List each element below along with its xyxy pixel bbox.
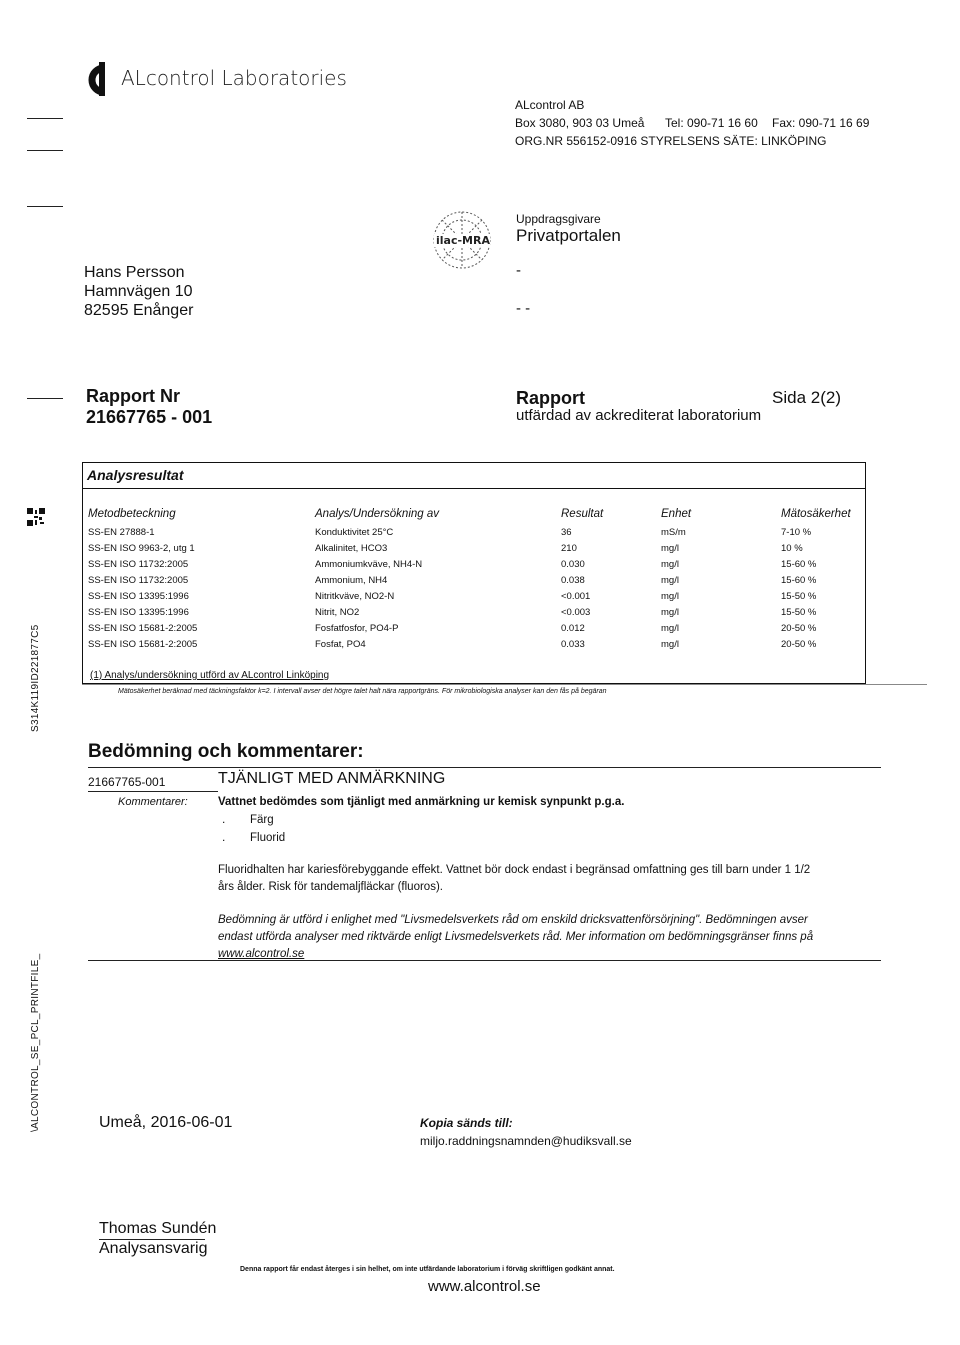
recipient-city: 82595 Enånger xyxy=(84,302,194,319)
svg-text:ilac-MRA: ilac-MRA xyxy=(436,234,490,247)
printfile-code: \ALCONTROL_SE_PCL_PRINTFILE_ xyxy=(30,953,41,1132)
lab-tel: Tel: 090-71 16 60 xyxy=(665,116,758,130)
cell-uncertainty: 7-10 % xyxy=(781,527,812,538)
assessment-note-line2: endast utförda analyser med riktvärde enligt Livsmedelsverkets råd. Mer information om bedömningsgränser finns på xyxy=(218,931,814,943)
cell-result: <0.003 xyxy=(561,607,591,618)
footer-disclaimer: Denna rapport får endast återges i sin helhet, om inte utfärdande laboratorium i förväg skriftligen godkänt annat. xyxy=(240,1266,615,1273)
assessment-subrule xyxy=(88,791,218,792)
cell-analysis: Nitrit, NO2 xyxy=(315,607,360,618)
lab-name: ALcontrol Laboratories xyxy=(121,66,347,90)
assessment-note-line1: Bedömning är utförd i enlighet med "Livsmedelsverkets råd om enskild dricksvattenförsörjning". Bedömningen avser xyxy=(218,914,808,926)
analysis-footnote-lab: (1) Analys/undersökning utförd av ALcontrol Linköping xyxy=(90,670,330,681)
analysis-section-header xyxy=(83,463,865,489)
report-page: Sida 2(2) xyxy=(772,388,841,407)
cell-unit: mg/l xyxy=(661,575,679,586)
cell-result: 0.012 xyxy=(561,623,585,634)
column-header-uncertainty: Mätosäkerhet xyxy=(781,508,851,520)
report-title: Rapport xyxy=(516,388,585,408)
copy-email[interactable]: miljo.raddningsnamnden@hudiksvall.se xyxy=(420,1134,632,1148)
cell-uncertainty: 15-50 % xyxy=(781,607,817,618)
cell-analysis: Nitritkväve, NO2-N xyxy=(315,591,395,602)
lab-address: Box 3080, 903 03 Umeå xyxy=(515,116,645,130)
cell-method: SS-EN ISO 9963-2, utg 1 xyxy=(88,543,195,554)
assessment-note-link[interactable]: www.alcontrol.se xyxy=(218,948,305,960)
cell-unit: mg/l xyxy=(661,543,679,554)
bullet-item: Fluorid xyxy=(250,832,286,844)
fold-mark-4 xyxy=(27,398,63,399)
signer-name: Thomas Sundén xyxy=(99,1220,217,1237)
lab-company: ALcontrol AB xyxy=(515,98,585,112)
cell-result: 0.038 xyxy=(561,575,585,586)
recipient-name: Hans Persson xyxy=(84,264,185,281)
lab-fax: Fax: 090-71 16 69 xyxy=(772,116,870,130)
cell-method: SS-EN 27888-1 xyxy=(88,527,155,538)
bullet-marker: . xyxy=(222,812,226,826)
cell-unit: mg/l xyxy=(661,639,679,650)
cell-uncertainty: 15-60 % xyxy=(781,575,817,586)
footnote-rule xyxy=(82,684,927,685)
cell-analysis: Alkalinitet, HCO3 xyxy=(315,543,388,554)
client-dash-1: - xyxy=(516,262,521,279)
cell-uncertainty: 10 % xyxy=(781,543,803,554)
cell-analysis: Fosfatfosfor, PO4-P xyxy=(315,623,399,634)
cell-unit: mS/m xyxy=(661,527,686,538)
fluoride-text-line2: års ålder. Risk för tandemaljfläckar (fluoros). xyxy=(218,881,443,893)
fold-mark-3 xyxy=(27,206,63,207)
place-date: Umeå, 2016-06-01 xyxy=(99,1114,233,1131)
cell-result: 210 xyxy=(561,543,577,554)
cell-result: 36 xyxy=(561,527,572,538)
copy-label: Kopia sänds till: xyxy=(420,1116,513,1130)
uppdragsgivare-label: Uppdragsgivare xyxy=(516,212,601,226)
column-header-method: Metodbeteckning xyxy=(88,508,176,520)
cell-method: SS-EN ISO 15681-2:2005 xyxy=(88,639,198,650)
cell-result: <0.001 xyxy=(561,591,591,602)
cell-unit: mg/l xyxy=(661,591,679,602)
qr-code-icon xyxy=(27,508,45,526)
cell-result: 0.033 xyxy=(561,639,585,650)
column-header-result: Resultat xyxy=(561,508,604,520)
column-header-analysis: Analys/Undersökning av xyxy=(315,508,440,520)
cell-method: SS-EN ISO 11732:2005 xyxy=(88,575,189,586)
alcontrol-logo-icon xyxy=(82,58,112,102)
accreditation-seal-icon xyxy=(422,208,502,272)
comment-main: Vattnet bedömdes som tjänligt med anmärkning ur kemisk synpunkt p.g.a. xyxy=(218,796,625,808)
cell-method: SS-EN ISO 13395:1996 xyxy=(88,591,189,602)
footer-website[interactable]: www.alcontrol.se xyxy=(428,1278,541,1295)
cell-unit: mg/l xyxy=(661,607,679,618)
cell-method: SS-EN ISO 15681-2:2005 xyxy=(88,623,198,634)
cell-uncertainty: 20-50 % xyxy=(781,623,817,634)
recipient-street: Hamnvägen 10 xyxy=(84,283,193,300)
bullet-marker: . xyxy=(222,830,226,844)
report-nr-label: Rapport Nr xyxy=(86,386,180,406)
client-dash-2: - - xyxy=(516,300,531,317)
assessment-verdict: TJÄNLIGT MED ANMÄRKNING xyxy=(218,770,446,787)
fold-mark-1 xyxy=(27,118,63,119)
assessment-rule xyxy=(88,767,881,768)
cell-analysis: Konduktivitet 25°C xyxy=(315,527,394,538)
assessment-heading: Bedömning och kommentarer: xyxy=(88,741,364,762)
signer-title: Analysansvarig xyxy=(99,1240,208,1257)
fold-mark-2 xyxy=(27,150,63,151)
cell-unit: mg/l xyxy=(661,623,679,634)
document-code: S314K119ID221877C5 xyxy=(30,624,41,732)
uppdragsgivare-value: Privatportalen xyxy=(516,226,621,245)
cell-analysis: Fosfat, PO4 xyxy=(315,639,366,650)
lab-orgnr: ORG.NR 556152-0916 STYRELSENS SÄTE: LINKÖPING xyxy=(515,134,827,148)
column-header-unit: Enhet xyxy=(661,508,692,520)
assessment-id: 21667765-001 xyxy=(88,775,166,789)
bullet-item: Färg xyxy=(250,814,274,826)
report-nr-value: 21667765 - 001 xyxy=(86,407,213,427)
cell-method: SS-EN ISO 11732:2005 xyxy=(88,559,189,570)
cell-analysis: Ammonium, NH4 xyxy=(315,575,388,586)
cell-uncertainty: 15-50 % xyxy=(781,591,817,602)
cell-result: 0.030 xyxy=(561,559,585,570)
analysis-results-box xyxy=(82,462,866,684)
comment-label: Kommentarer: xyxy=(118,796,188,808)
fluoride-text-line1: Fluoridhalten har kariesförebyggande effekt. Vattnet bör dock endast i begränsad omfattning ges till barn under 1 1/2 xyxy=(218,864,811,876)
cell-unit: mg/l xyxy=(661,559,679,570)
analysis-footnote-uncertainty: Mätosäkerhet beräknad med täckningsfaktor k=2. I intervall avser det högre talet halt nära rapportgräns. För mikrobiologiska analyser kan den fås på begäran xyxy=(118,688,607,695)
cell-method: SS-EN ISO 13395:1996 xyxy=(88,607,189,618)
analysis-section-title: Analysresultat xyxy=(87,467,184,483)
cell-uncertainty: 20-50 % xyxy=(781,639,817,650)
report-subtitle: utfärdad av ackrediterat laboratorium xyxy=(516,407,762,424)
assessment-end-rule xyxy=(88,960,881,961)
cell-uncertainty: 15-60 % xyxy=(781,559,817,570)
cell-analysis: Ammoniumkväve, NH4-N xyxy=(315,559,423,570)
